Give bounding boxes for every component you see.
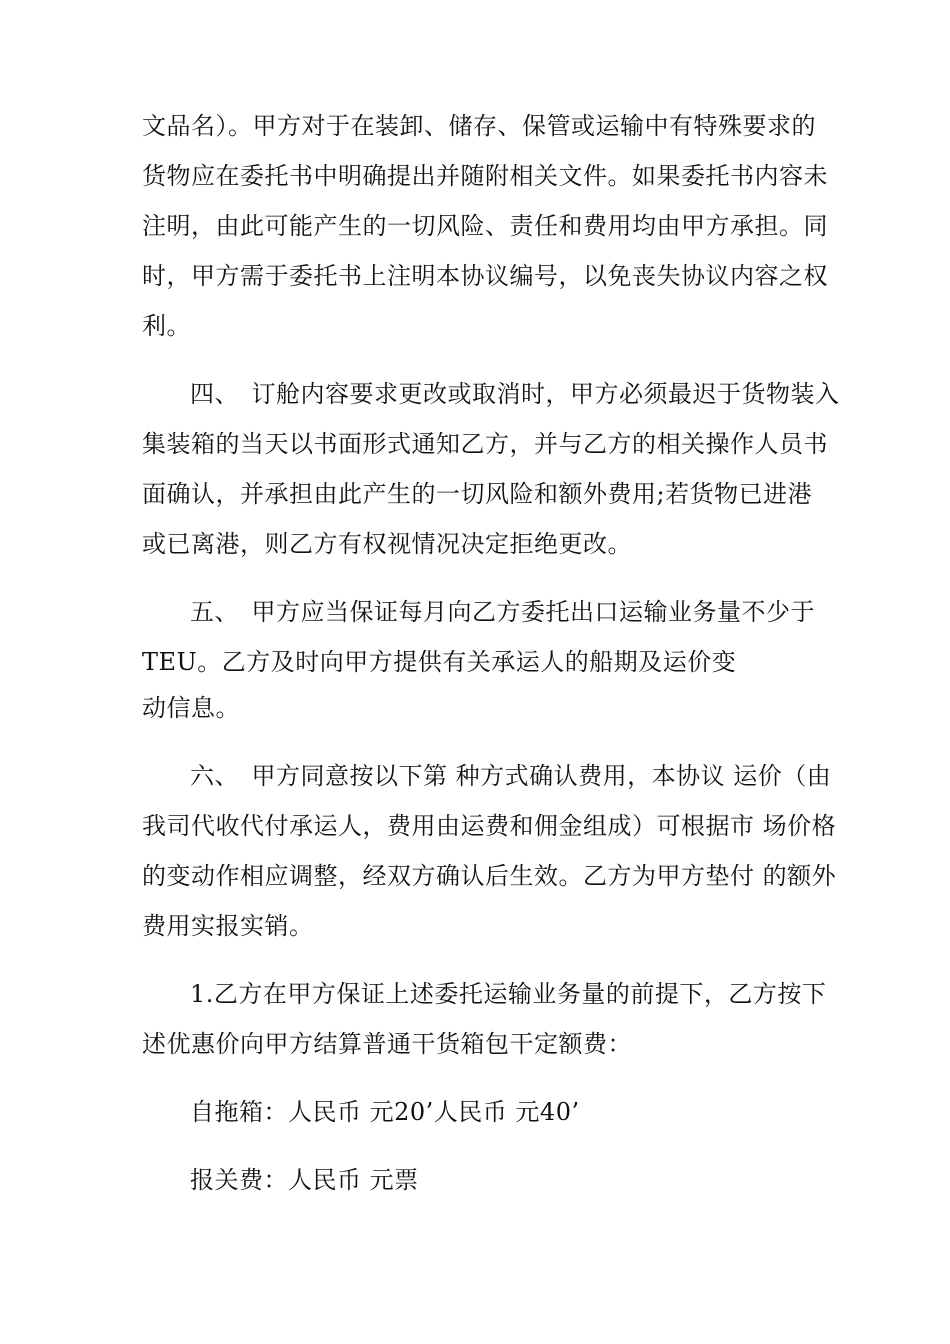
paragraph-line: TEU。乙方及时向甲方提供有关承运人的船期及运价变 [142, 648, 737, 676]
paragraph-line: 时，甲方需于委托书上注明本协议编号，以免丧失协议内容之权 [142, 262, 828, 290]
fee-line: 自拖箱：人民币 元20’人民币 元40’ [190, 1098, 580, 1126]
paragraph-line: 的变动作相应调整，经双方确认后生效。乙方为甲方垫付 的额外 [142, 862, 837, 890]
paragraph-line: 或已离港，则乙方有权视情况决定拒绝更改。 [142, 530, 632, 558]
paragraph-line: 集装箱的当天以书面形式通知乙方，并与乙方的相关操作人员书 [142, 430, 828, 458]
paragraph-line: 文品名）。甲方对于在装卸、储存、保管或运输中有特殊要求的 [142, 112, 816, 140]
fee-line: 报关费：人民币 元票 [190, 1166, 419, 1194]
paragraph-line: 费用实报实销。 [142, 912, 314, 940]
paragraph-line: 1.乙方在甲方保证上述委托运输业务量的前提下，乙方按下 [190, 980, 827, 1008]
paragraph-line: 利。 [142, 312, 191, 340]
paragraph-line: 动信息。 [142, 694, 240, 722]
paragraph-line: 述优惠价向甲方结算普通干货箱包干定额费： [142, 1030, 632, 1058]
paragraph-line: 注明，由此可能产生的一切风险、责任和费用均由甲方承担。同 [142, 212, 828, 240]
paragraph-line: 五、 甲方应当保证每月向乙方委托出口运输业务量不少于 [190, 598, 815, 626]
paragraph-line: 面确认，并承担由此产生的一切风险和额外费用;若货物已进港 [142, 480, 813, 508]
paragraph-line: 我司代收代付承运人，费用由运费和佣金组成）可根据市 场价格 [142, 812, 837, 840]
paragraph-line: 货物应在委托书中明确提出并随附相关文件。如果委托书内容未 [142, 162, 828, 190]
paragraph-line: 六、 甲方同意按以下第 种方式确认费用，本协议 运价（由 [190, 762, 832, 790]
paragraph-line: 四、 订舱内容要求更改或取消时，甲方必须最迟于货物装入 [190, 380, 840, 408]
